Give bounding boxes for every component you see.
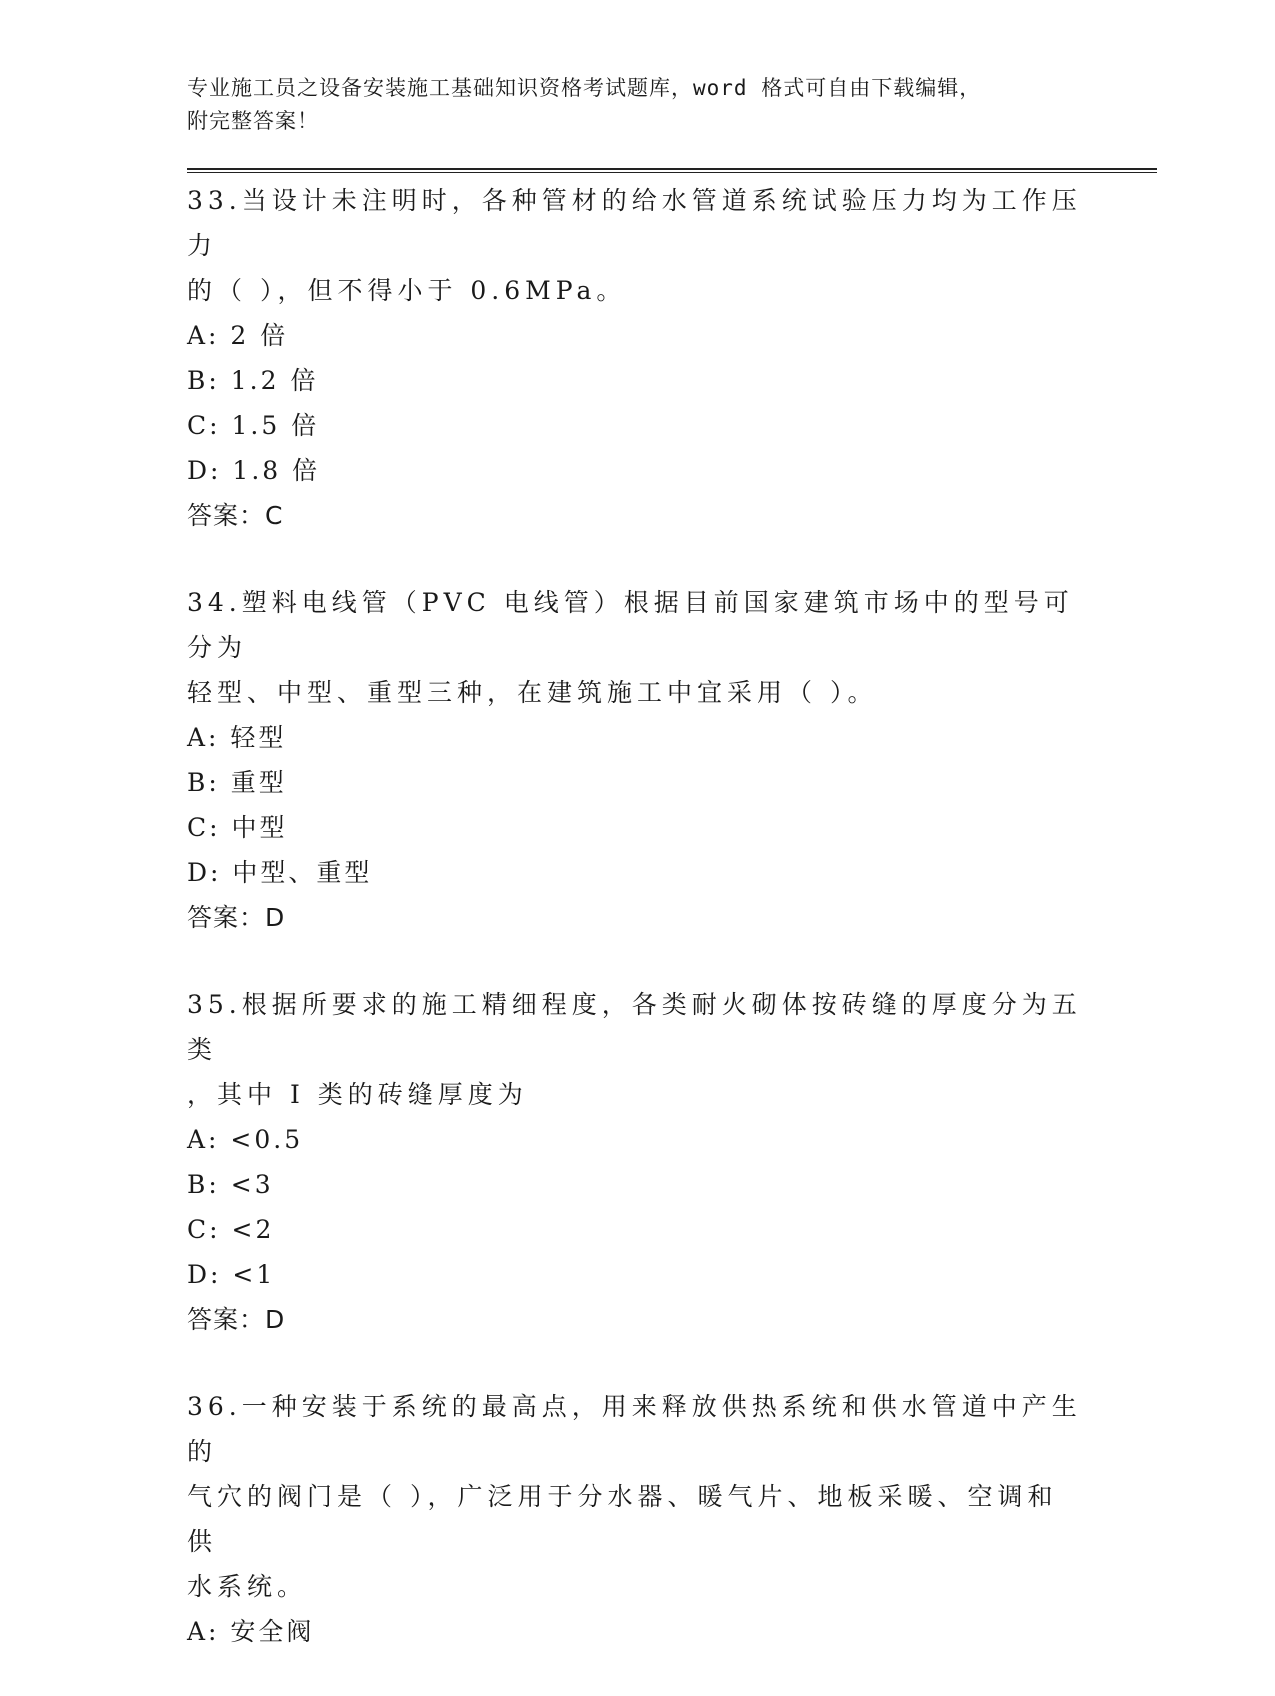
option-c: C: 中型 <box>187 813 288 842</box>
option-a: A: 安全阀 <box>187 1617 315 1646</box>
question-33 <box>187 178 1157 538</box>
stem-line: 的（ ），但不得小于 0.6MPa。 <box>187 276 627 305</box>
option-d: D: 1.8 倍 <box>187 456 321 485</box>
question-list <box>187 178 1157 1654</box>
option-a: A: 轻型 <box>187 723 287 752</box>
question-35 <box>187 982 1157 1342</box>
option-d: D: 中型、重型 <box>187 858 373 887</box>
answer-line: 答案：D <box>187 1305 286 1334</box>
answer-line: 答案：C <box>187 501 284 530</box>
option-a: A: 2 倍 <box>187 321 289 350</box>
question-stem <box>187 178 1087 313</box>
stem-line: 34.塑料电线管（PVC 电线管）根据目前国家建筑市场中的型号可分为 <box>187 588 1074 662</box>
option-c: C: 1.5 倍 <box>187 411 320 440</box>
stem-line: 33.当设计未注明时，各种管材的给水管道系统试验压力均为工作压力 <box>187 186 1082 260</box>
option-a: A: <0.5 <box>187 1125 304 1154</box>
header-divider <box>187 168 1157 173</box>
question-36 <box>187 1384 1157 1654</box>
stem-line: 气穴的阀门是（ ），广泛用于分水器、暖气片、地板采暖、空调和供 <box>187 1482 1058 1556</box>
stem-line: 35.根据所要求的施工精细程度，各类耐火砌体按砖缝的厚度分为五类 <box>187 990 1082 1064</box>
answer-line: 答案：D <box>187 903 286 932</box>
option-b: B: <3 <box>187 1170 274 1199</box>
stem-line: 轻型、中型、重型三种，在建筑施工中宜采用（ ）。 <box>187 678 878 707</box>
option-b: B: 1.2 倍 <box>187 366 319 395</box>
option-d: D: <1 <box>187 1260 276 1289</box>
question-stem <box>187 982 1087 1117</box>
stem-line: 水系统。 <box>187 1572 308 1601</box>
stem-line: 36.一种安装于系统的最高点，用来释放供热系统和供水管道中产生的 <box>187 1392 1082 1466</box>
header-line-1: 专业施工员之设备安装施工基础知识资格考试题库，word 格式可自由下载编辑， <box>187 76 982 100</box>
header-line-2: 附完整答案！ <box>187 109 319 133</box>
option-c: C: <2 <box>187 1215 275 1244</box>
question-stem <box>187 1384 1087 1609</box>
option-b: B: 重型 <box>187 768 287 797</box>
document-header <box>187 72 1087 138</box>
question-stem <box>187 580 1087 715</box>
question-34 <box>187 580 1157 940</box>
document-page <box>187 72 1157 1696</box>
stem-line: ，其中 I 类的砖缝厚度为 <box>187 1080 528 1109</box>
